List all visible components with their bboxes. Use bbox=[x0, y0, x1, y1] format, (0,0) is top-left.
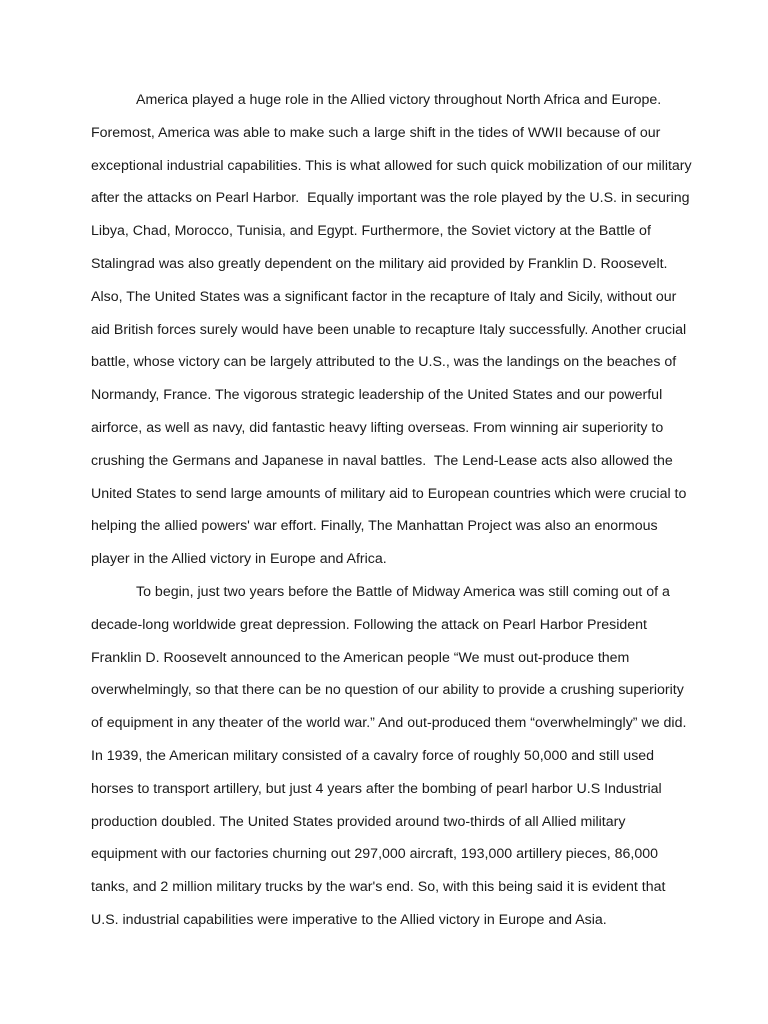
paragraph-line: battle, whose victory can be largely attributed to the U.S., was the landings on the beaches of bbox=[91, 354, 677, 371]
paragraph-line: United States to send large amounts of military aid to European countries which were crucial to bbox=[91, 485, 687, 502]
paragraph-line: Also, The United States was a significant factor in the recapture of Italy and Sicily, without our bbox=[91, 288, 677, 305]
paragraph-line: Normandy, France. The vigorous strategic leadership of the United States and our powerful bbox=[91, 387, 663, 404]
paragraph-line: U.S. industrial capabilities were imperative to the Allied victory in Europe and Asia. bbox=[91, 911, 607, 928]
paragraph-line: America played a huge role in the Allied victory throughout North Africa and Europe. bbox=[136, 92, 662, 108]
document-body bbox=[91, 84, 692, 937]
paragraph-line: crushing the Germans and Japanese in naval battles. The Lend-Lease acts also allowed the bbox=[91, 452, 673, 469]
paragraph-line: of equipment in any theater of the world war.” And out-produced them “overwhelmingly” we did. bbox=[91, 715, 687, 732]
paragraph-2 bbox=[91, 576, 687, 937]
paragraph-line: Foremost, America was able to make such a large shift in the tides of WWII because of our bbox=[91, 124, 661, 141]
paragraph-line: player in the Allied victory in Europe and Africa. bbox=[91, 551, 387, 568]
paragraph-line: Libya, Chad, Morocco, Tunisia, and Egypt. Furthermore, the Soviet victory at the Battle of bbox=[91, 223, 651, 240]
paragraph-line: decade-long worldwide great depression. Following the attack on Pearl Harbor President bbox=[91, 616, 647, 633]
paragraph-line: exceptional industrial capabilities. This is what allowed for such quick mobilization of our military bbox=[91, 157, 692, 174]
paragraph-1 bbox=[91, 84, 692, 576]
paragraph-line: equipment with our factories churning out 297,000 aircraft, 193,000 artillery pieces, 86,000 bbox=[91, 846, 659, 863]
paragraph-line: tanks, and 2 million military trucks by the war's end. So, with this being said it is evident that bbox=[91, 879, 666, 896]
paragraph-line: airforce, as well as navy, did fantastic heavy lifting overseas. From winning air superiority to bbox=[91, 419, 664, 436]
paragraph-line: To begin, just two years before the Battle of Midway America was still coming out of a bbox=[136, 583, 670, 600]
paragraph-line: In 1939, the American military consisted of a cavalry force of roughly 50,000 and still used bbox=[91, 747, 655, 764]
paragraph-line: aid British forces surely would have been unable to recapture Italy successfully. Another crucial bbox=[91, 321, 687, 338]
paragraph-line: overwhelmingly, so that there can be no question of our ability to provide a crushing superiority bbox=[91, 682, 684, 699]
paragraph-line: Stalingrad was also greatly dependent on the military aid provided by Franklin D. Roosevelt. bbox=[91, 255, 668, 272]
paragraph-line: helping the allied powers' war effort. Finally, The Manhattan Project was also an enormous bbox=[91, 518, 658, 535]
paragraph-line: Franklin D. Roosevelt announced to the American people “We must out-produce them bbox=[91, 649, 630, 666]
paragraph-line: after the attacks on Pearl Harbor. Equally important was the role played by the U.S. in securing bbox=[91, 190, 690, 207]
paragraph-line: horses to transport artillery, but just 4 years after the bombing of pearl harbor U.S Industrial bbox=[91, 780, 662, 797]
paragraph-line: production doubled. The United States provided around two-thirds of all Allied military bbox=[91, 813, 626, 830]
